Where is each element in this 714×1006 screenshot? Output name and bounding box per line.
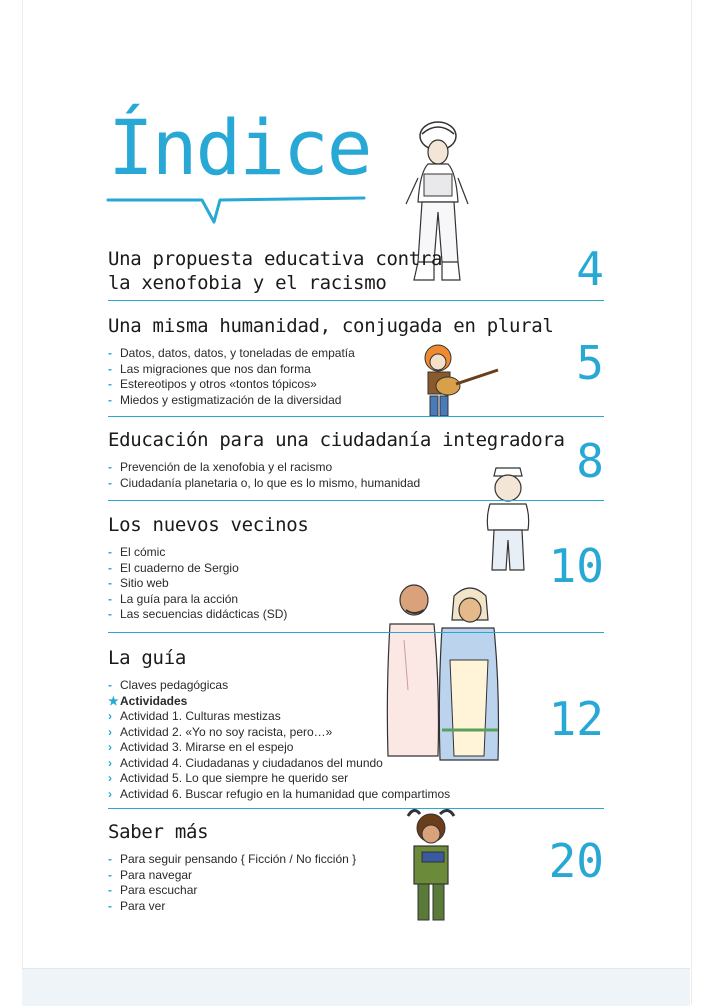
list-item[interactable]: › Actividad 6. Buscar refugio en la humanidad que compartimos [108,786,451,801]
dash-bullet: - [108,883,112,897]
dash-bullet: - [108,898,112,913]
index-title: Índice [108,103,371,192]
section-title: Saber más [108,821,209,843]
dash-bullet: - [108,460,112,474]
speech-bubble-underline [106,186,366,232]
list-item[interactable]: - Para ver [108,898,166,913]
bottom-band [22,968,690,1006]
list-item[interactable]: › Actividad 1. Culturas mestizas [108,709,281,723]
chevron-right-icon: › [108,724,112,739]
section-title: Educación para una ciudadanía integradora [108,429,565,451]
section-saber-mas [108,820,608,914]
list-item[interactable]: - Datos, datos, datos, y toneladas de empatía [108,346,355,360]
dash-bullet: - [108,867,112,882]
list-item[interactable]: › Actividad 5. Lo que siempre he querido ser [108,771,349,785]
list-item[interactable]: - Prevención de la xenofobia y el racismo [108,460,333,474]
section-divider [108,416,604,417]
chevron-right-icon: › [108,771,112,785]
dash-bullet: - [108,346,112,360]
dash-bullet: - [108,591,112,606]
dash-bullet: - [108,392,112,407]
page-number-20: 20 [548,834,604,888]
chevron-right-icon: › [108,709,112,723]
list-item[interactable]: - Miedos y estigmatización de la diversidad [108,392,342,407]
page-number-8: 8 [576,434,604,488]
list-item[interactable]: - Las secuencias didácticas (SD) [108,607,288,621]
section-divider [108,632,604,633]
section-title-line-2: la xenofobia y el racismo [108,272,387,294]
page-number-10: 10 [548,539,604,593]
section-title: Una misma humanidad, conjugada en plural [108,315,554,337]
list-item[interactable]: - Sitio web [108,576,169,590]
list-item[interactable]: - El cuaderno de Sergio [108,560,239,575]
list-item[interactable]: - La guía para la acción [108,591,239,606]
list-item[interactable]: › Actividad 3. Mirarse en el espejo [108,740,294,754]
section-la-guia [108,646,608,802]
list-item[interactable]: - Para escuchar [108,883,198,897]
list-item[interactable]: - El cómic [108,545,166,559]
section-educacion-ciudadania [108,428,608,491]
section-divider [108,500,604,501]
list-item[interactable]: › Actividad 2. «Yo no soy racista, pero…» [108,724,333,739]
list-item[interactable]: - Estereotipos y otros «tontos tópicos» [108,377,317,391]
dash-bullet: - [108,852,112,866]
dash-bullet: - [108,361,112,376]
section-title: Los nuevos vecinos [108,514,309,536]
section-nuevos-vecinos [108,513,608,623]
section-title: La guía [108,647,186,669]
section-title-line-1: Una propuesta educativa contra [108,248,443,270]
star-icon: ★ [108,693,119,708]
list-item[interactable]: › Actividad 4. Ciudadanas y ciudadanos del mundo [108,755,383,770]
dash-bullet: - [108,475,112,490]
dash-bullet: - [108,545,112,559]
chevron-right-icon: › [108,786,112,801]
list-item[interactable]: - Para seguir pensando { Ficción / No ficción } [108,852,357,866]
dash-bullet: - [108,377,112,391]
dash-bullet: - [108,607,112,621]
chevron-right-icon: › [108,740,112,754]
dash-bullet: - [108,576,112,590]
page-number-12: 12 [548,692,604,746]
section-divider [108,808,604,809]
dash-bullet: - [108,560,112,575]
list-item[interactable]: - Para navegar [108,867,193,882]
list-item[interactable]: - Claves pedagógicas [108,678,229,692]
dash-bullet: - [108,678,112,692]
page-number-4: 4 [576,242,604,296]
section-misma-humanidad [108,314,608,408]
list-item-highlighted[interactable]: ★ Actividades [108,693,188,708]
list-item[interactable]: - Las migraciones que nos dan forma [108,361,311,376]
page-number-5: 5 [576,336,604,390]
list-item[interactable]: - Ciudadanía planetaria o, lo que es lo mismo, humanidad [108,475,421,490]
section-divider [108,300,604,301]
section-propuesta-educativa [108,242,608,296]
chevron-right-icon: › [108,755,112,770]
